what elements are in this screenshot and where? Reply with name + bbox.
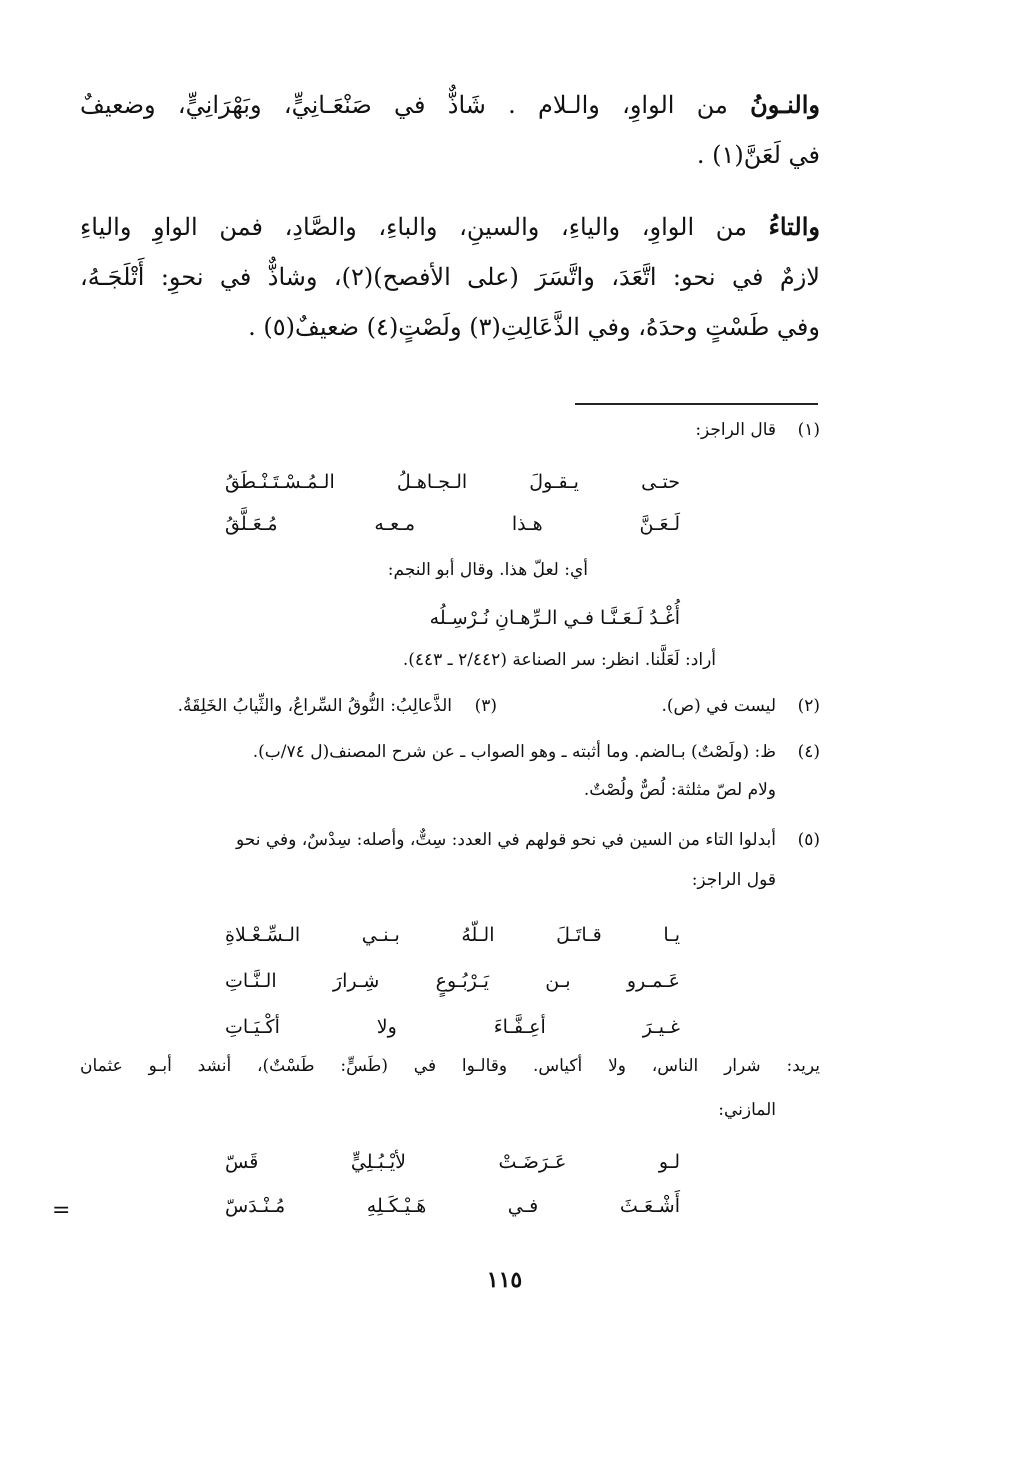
paragraph-2-line-1-text: من الواوِ، والياءِ، والسينِ، والباءِ، والصَّادِ، فمن الواوِ والياءِ (80, 213, 747, 241)
verse-word: يـا (663, 924, 680, 946)
paragraph-2-line-3: وفي طَسْتٍ وحدَهُ، وفي الذَّعَالِتِ(٣) ولَصْتٍ(٤) ضعيفٌ(٥) . (248, 313, 820, 341)
verse-word: قـاتَـلَ (556, 924, 602, 946)
footnote-2-text: ليست في (ص). (661, 696, 776, 716)
footnote-4-line-2: ولام لصّ مثلثة: لُصٌّ ولُصْتٌ. (583, 780, 776, 800)
footnote-1-after-1: أي: لعلّ هذا. وقال أبو النجم: (387, 560, 588, 580)
verse-word: الـنَّـاتِ (225, 970, 277, 992)
page-number: ١١٥ (486, 1267, 523, 1293)
verse-line (225, 1184, 680, 1228)
footnote-1-after-2: أراد: لَعَلَّنا. انظر: سر الصناعة (٢/٤٤٢ ـ ٤٤٣). (402, 650, 716, 670)
paragraph-1-lead-word: والنـونُ (750, 90, 820, 119)
verse-word: لأيْـبُـلِيٍّ (350, 1151, 406, 1173)
verse-word: لَـعَـنَّ (639, 513, 680, 535)
footnote-5-after-line-1: يريد: شرار الناس، ولا أكياس. وقالـوا في (طَسٍّ: طَسْتٌ)، أنشد أبـو عثمان (80, 1056, 820, 1076)
verse-word: الـسِّـعْـلاةِ (225, 924, 301, 946)
verse-word: قَسّ (225, 1151, 259, 1173)
paragraph-2-lead-word: والتاءُ (768, 212, 820, 241)
verse-word: عَـرَضَـتْ (498, 1151, 567, 1173)
verse-word: شِـرارَ (332, 970, 380, 992)
footnote-3-text: الذَّعالِبُ: النُّوقُ السِّراعُ، والثِّيابُ الخَلِقَةُ. (177, 696, 452, 716)
verse-line (225, 912, 680, 958)
verse-word: ولا (376, 1016, 397, 1038)
verse-word: بـن (545, 970, 571, 992)
verse-word: مُـنْـدَسّ (225, 1195, 286, 1217)
verse-word: الـمُـسْـتَـنْـطَقُ (225, 471, 335, 493)
footnote-4-line-1: ظ: (ولَصْتٌ) بـالضم. وما أثبته ـ وهو الصواب ـ عن شرح المصنف(ل ٧٤/ب). (252, 742, 776, 762)
verse-word: هَـيْـكَـلِهِ (366, 1195, 427, 1217)
verse-word: الـجـاهـلُ (396, 471, 468, 493)
footnote-1-verse-2 (225, 598, 680, 638)
paragraph-2-line-1 (80, 212, 820, 265)
verse-word: يَـرْبُـوعٍ (435, 970, 489, 992)
verse-word: أعِـفَّـاءَ (493, 1016, 546, 1038)
verse-word: عَـمـرو (626, 970, 680, 992)
verse-line (225, 462, 680, 502)
verse-word: لـو (658, 1151, 680, 1173)
paragraph-2-line-2: لازمٌ في نحو: اتَّعَدَ، واتَّسَرَ (على الأفصح)(٢)، وشاذٌّ في نحوِ: أَتْلَجَـهُ، (80, 263, 820, 291)
verse-word: مـعـه (374, 513, 416, 535)
main-text-2 (80, 212, 820, 365)
verse-word: أكْـيَـاتِ (225, 1016, 280, 1038)
footnote-1-verse-1 (225, 462, 680, 544)
verse-word: هـذا (511, 513, 543, 535)
footnote-separator (575, 403, 818, 405)
footnote-5-verse-1 (225, 912, 680, 1050)
footnote-1-intro: قال الراجز: (695, 420, 776, 440)
verse-word: فـي (507, 1195, 539, 1217)
paragraph-1-line-1 (80, 90, 820, 143)
footnote-4-number: (٤) (797, 742, 820, 762)
footnote-5-number: (٥) (797, 830, 820, 850)
footnote-3-number: (٣) (474, 696, 497, 716)
paragraph-1-line-1-text: من الواوِ، والـلام . شَاذٌّ في صَنْعَـانِيٍّ، وبَهْرَانِيٍّ، وضعيفٌ (80, 91, 728, 119)
verse-word: مُـعَـلَّقُ (225, 513, 278, 535)
footnote-2-number: (٢) (797, 696, 820, 716)
paragraph-1-line-2: في لَعَنَّ(١) . (696, 141, 820, 169)
verse-line (225, 958, 680, 1004)
footnote-5-verse-2 (225, 1140, 680, 1228)
verse-word: غـيـرَ (642, 1016, 680, 1038)
verse-word: أَشْـعَـثَ (619, 1195, 680, 1217)
verse-text: أُغْـدُ لَـعَـنَّـا فـي الـرِّهـانِ نُـرْسِـلُه (429, 607, 680, 629)
verse-word: حتـى (641, 471, 680, 493)
main-text (80, 90, 820, 193)
verse-word: بـنـي (361, 924, 400, 946)
verse-word: الـلّهُ (461, 924, 495, 946)
continuation-mark: = (52, 1198, 71, 1223)
footnote-5-line-1: أبدلوا التاء من السين في نحو قولهم في العدد: سِتٌّ، وأصله: سِدْسٌ، وفي نحو (235, 830, 776, 850)
verse-line (225, 504, 680, 544)
verse-line (225, 1140, 680, 1184)
verse-line (225, 1004, 680, 1050)
footnote-5-after-line-2: المازني: (718, 1100, 776, 1120)
verse-line (225, 598, 680, 638)
verse-word: يـقـولَ (529, 471, 579, 493)
footnote-1-number: (١) (797, 420, 820, 440)
footnote-5-line-2: قول الراجز: (691, 870, 776, 890)
